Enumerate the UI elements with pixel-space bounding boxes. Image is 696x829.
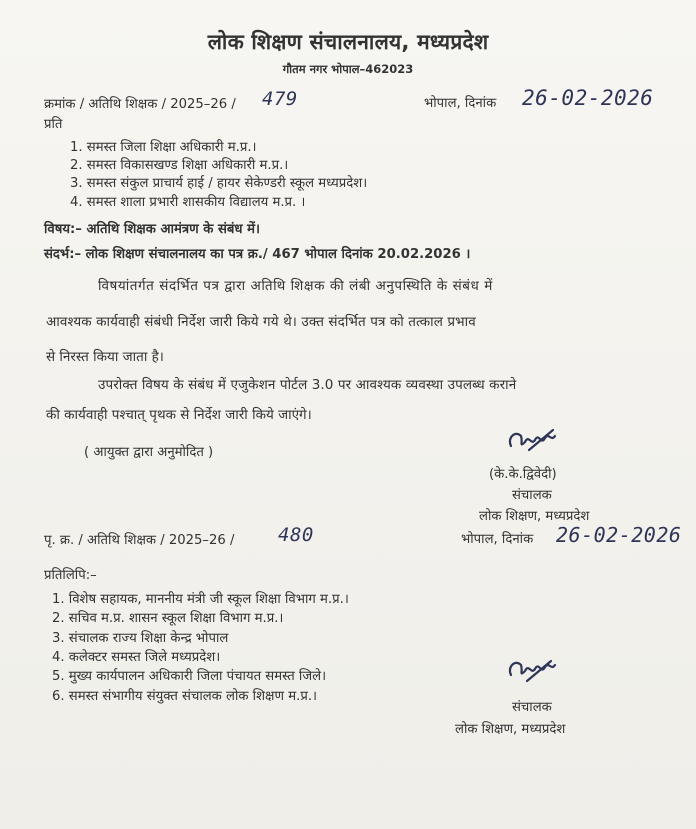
to-label: प्रति [44, 117, 63, 132]
copy-item: 2. सचिव म.प्र. शासन स्कूल शिक्षा विभाग म.प्र.। [52, 611, 284, 626]
copy-label: प्रतिलिपि:– [44, 568, 97, 583]
to-item: 3. समस्त संकुल प्राचार्य हाई / हायर सेकेण्डरी स्कूल मध्यप्रदेश। [70, 176, 368, 191]
signature-mark [505, 424, 565, 458]
reference-line: संदर्भ:– लोक शिक्षण संचालनालय का पत्र क्र./ 467 भोपाल दिनांक 20.02.2026 । [44, 247, 471, 262]
signatory-name: (के.के.द्विवेदी) [489, 467, 557, 482]
letter-number-label: क्रमांक / अतिथि शिक्षक / 2025–26 / [44, 97, 236, 112]
signatory-designation: संचालक [512, 700, 552, 715]
subject-line: विषय:– अतिथि शिक्षक आमंत्रण के संबंध में। [44, 222, 260, 237]
office-title: लोक शिक्षण संचालनालय, मध्यप्रदेश [207, 30, 489, 54]
office-address: गौतम नगर भोपाल–462023 [282, 62, 414, 76]
to-item: 2. समस्त विकासखण्ड शिक्षा अधिकारी म.प्र.। [70, 158, 289, 173]
to-item: 4. समस्त शाला प्रभारी शासकीय विद्यालय म.प्र. । [70, 195, 306, 210]
body-line: विषयांतर्गत संदर्भित पत्र द्वारा अतिथि शिक्षक की लंबी अनुपस्थिति के संबंध में [98, 278, 493, 294]
place-date-label: भोपाल, दिनांक [461, 532, 534, 547]
signatory-designation: संचालक [512, 488, 552, 503]
endorsement-number-handwritten: 480 [278, 524, 314, 546]
copy-item: 6. समस्त संभागीय संयुक्त संचालक लोक शिक्षण म.प्र.। [52, 689, 318, 704]
body-line: की कार्यवाही पश्चात् पृथक से निर्देश जारी किये जाएंगे। [46, 407, 312, 423]
body-line: आवश्यक कार्यवाही संबंधी निर्देश जारी किये गये थे। उक्त संदर्भित पत्र को तत्काल प्रभाव [46, 314, 476, 330]
signatory-office: लोक शिक्षण, मध्यप्रदेश [455, 722, 566, 737]
signatory-office: लोक शिक्षण, मध्यप्रदेश [479, 509, 590, 524]
signature-mark [505, 653, 561, 687]
approval-note: ( आयुक्त द्वारा अनुमोदित ) [84, 445, 214, 460]
body-line: उपरोक्त विषय के संबंध में एजुकेशन पोर्टल 3.0 पर आवश्यक व्यवस्था उपलब्ध कराने [98, 377, 517, 393]
place-date-label: भोपाल, दिनांक [424, 96, 497, 111]
copy-item: 4. कलेक्टर समस्त जिले मध्यप्रदेश। [52, 650, 221, 665]
date-handwritten: 26-02-2026 [522, 86, 654, 110]
endorsement-number-label: पृ. क्र. / अतिथि शिक्षक / 2025–26 / [44, 533, 235, 548]
body-line: से निरस्त किया जाता है। [46, 349, 164, 365]
copy-item: 3. संचालक राज्य शिक्षा केन्द्र भोपाल [52, 631, 229, 646]
letter-number-handwritten: 479 [262, 88, 298, 110]
copy-item: 1. विशेष सहायक, माननीय मंत्री जी स्कूल शिक्षा विभाग म.प्र.। [52, 592, 349, 607]
to-item: 1. समस्त जिला शिक्षा अधिकारी म.प्र.। [70, 140, 257, 155]
date-handwritten: 26-02-2026 [556, 523, 682, 547]
copy-item: 5. मुख्य कार्यपालन अधिकारी जिला पंचायत समस्त जिले। [52, 669, 327, 684]
